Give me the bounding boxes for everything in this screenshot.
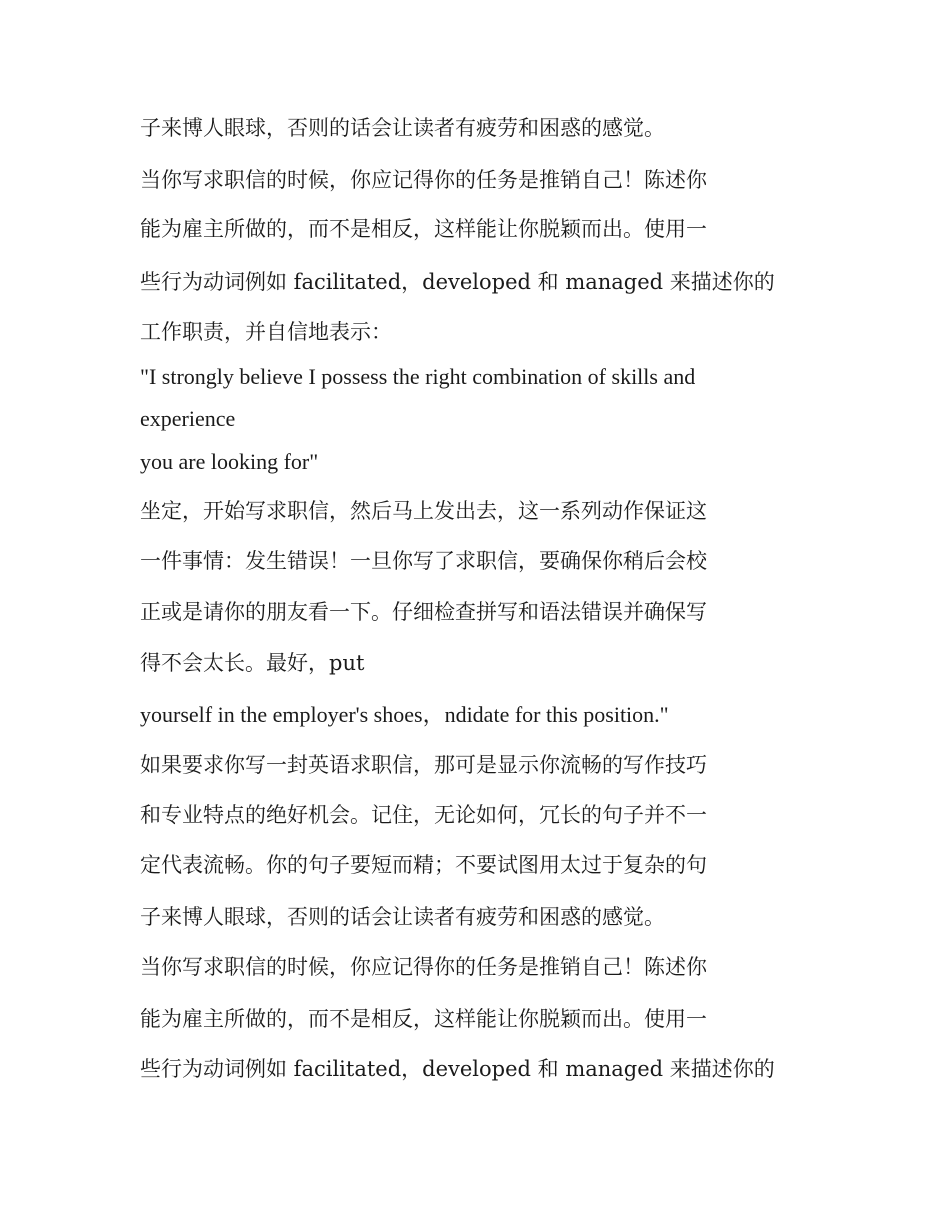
text-line: 当你写求职信的时候，你应记得你的任务是推销自己！陈述你 — [140, 168, 707, 192]
text-line: 和专业特点的绝好机会。记住，无论如何，冗长的句子并不一 — [140, 803, 707, 827]
text-line: 定代表流畅。你的句子要短而精；不要试图用太过于复杂的句 — [140, 853, 707, 877]
text-line: 工作职责，并自信地表示： — [140, 320, 392, 344]
text-line: 子来博人眼球，否则的话会让读者有疲劳和困惑的感觉。 — [140, 905, 665, 929]
text-line: 能为雇主所做的，而不是相反，这样能让你脱颖而出。使用一 — [140, 217, 707, 241]
quote-line: experience — [140, 406, 236, 431]
text-line: 些行为动词例如 facilitated，developed 和 managed 来描述你的 — [140, 270, 775, 294]
text-line: yourself in the employer's shoes，ndidate for this position." — [140, 702, 669, 727]
text-line: 些行为动词例如 facilitated，developed 和 managed 来描述你的 — [140, 1057, 775, 1081]
text-line: 能为雇主所做的，而不是相反，这样能让你脱颖而出。使用一 — [140, 1007, 707, 1031]
text-line: 正或是请你的朋友看一下。仔细检查拼写和语法错误并确保写 — [140, 600, 707, 624]
text-line: 子来博人眼球，否则的话会让读者有疲劳和困惑的感觉。 — [140, 116, 665, 140]
text-line: 得不会太长。最好，put — [140, 651, 365, 675]
text-line: 当你写求职信的时候，你应记得你的任务是推销自己！陈述你 — [140, 955, 707, 979]
quote-line: "I strongly believe I possess the right combination of skills and — [140, 364, 696, 389]
text-line: 坐定，开始写求职信，然后马上发出去，这一系列动作保证这 — [140, 499, 707, 523]
text-line: 如果要求你写一封英语求职信，那可是显示你流畅的写作技巧 — [140, 753, 707, 777]
quote-line: you are looking for" — [140, 449, 319, 474]
text-line: 一件事情：发生错误！一旦你写了求职信，要确保你稍后会校 — [140, 549, 707, 573]
